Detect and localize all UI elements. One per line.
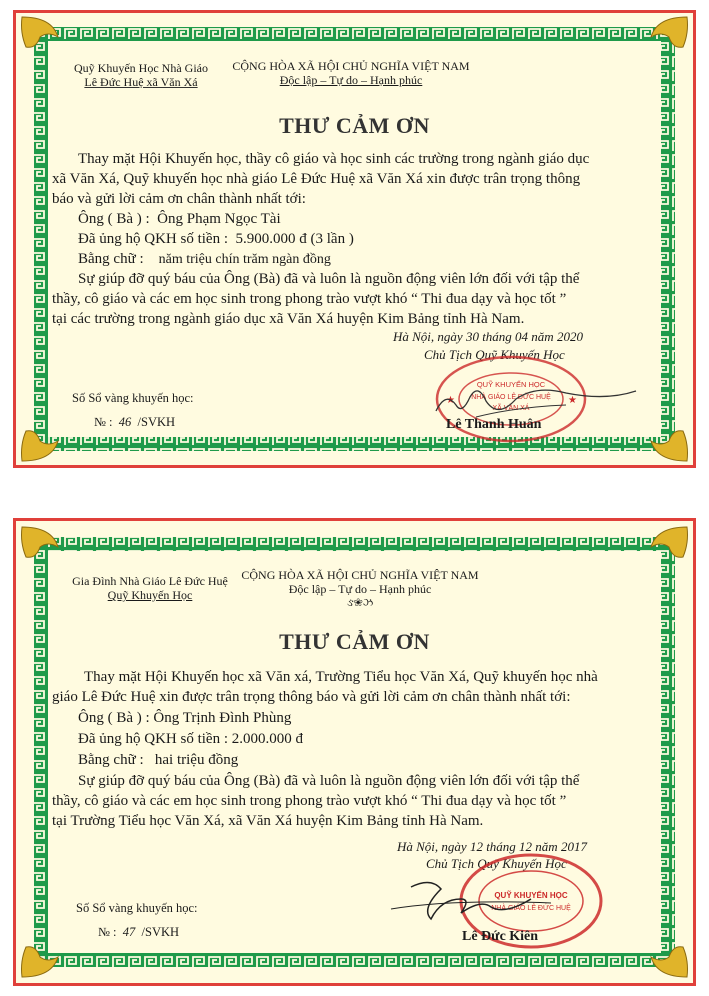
- thank-you-letter-2: [13, 518, 696, 986]
- letter-title: THƯ CẢM ƠN: [279, 629, 430, 654]
- intro-paragraph: Thay mặt Hội Khuyến học xã Văn xá, Trường Tiểu học Văn Xá, Quỹ khuyến học nhà giáo Lê Đức Huệ xin được trân trọng thông báo và gửi lời cảm ơn chân thành nhất tới:: [52, 669, 598, 705]
- amount-words-line: Bằng chữ : năm triệu chín trăm ngàn đồng: [78, 251, 331, 267]
- date-line: Hà Nội, ngày 12 tháng 12 năm 2017: [397, 839, 587, 854]
- book-number: № : 47 /SVKH: [98, 925, 180, 939]
- signer-name: Lê Thanh Huân: [446, 417, 542, 432]
- svg-text:NHÀ GIÁO LÊ ĐỨC HUỆ: NHÀ GIÁO LÊ ĐỨC HUỆ: [471, 394, 551, 401]
- donor-line: Ông ( Bà ) : Ông Phạm Ngọc Tài: [78, 211, 281, 227]
- amount-words: hai triệu đồng: [154, 752, 239, 768]
- amount-line: Đã ủng hộ QKH số tiền : 5.900.000 đ (3 lần ): [78, 231, 354, 247]
- closing-paragraph: Sự giúp đỡ quý báu của Ông (Bà) đã và luôn là nguồn động viên lớn đối với tập thể thầy, cô giáo và các em học sinh trong phong trào vượt khó “ Thi đua dạy và học tốt ” tại Trường Tiểu học Văn Xá, xã Văn Xá huyện Kim Bảng tỉnh Hà Nam.: [52, 773, 580, 829]
- svg-text:NHÀ GIÁO LÊ ĐỨC HUỆ: NHÀ GIÁO LÊ ĐỨC HUỆ: [491, 905, 571, 912]
- amount-value: 2.000.000 đ: [231, 731, 303, 747]
- golden-book-label: Số Sổ vàng khuyến học:: [72, 391, 194, 405]
- date-line: Hà Nội, ngày 30 tháng 04 năm 2020: [393, 329, 583, 344]
- amount-words: năm triệu chín trăm ngàn đồng: [158, 252, 331, 267]
- donor-name: Ông Phạm Ngọc Tài: [157, 211, 281, 227]
- closing-paragraph: Sự giúp đỡ quý báu của Ông (Bà) đã và luôn là nguồn động viên lớn đối với tập thể thầy, cô giáo và các em học sinh trong phong trào vượt khó “ Thi đua dạy và học tốt ” tại các trường trong ngành giáo dục xã Văn Xá huyện Kim Bảng tỉnh Hà Nam.: [52, 271, 580, 327]
- signer-name: Lê Đức Kiên: [462, 929, 539, 944]
- signer-title: Chủ Tịch Quỹ Khuyến Học: [426, 856, 567, 871]
- svg-text:QUỸ KHUYẾN HỌC: QUỸ KHUYẾN HỌC: [494, 891, 568, 900]
- donor-name: Ông Trịnh Đình Phùng: [153, 710, 292, 726]
- amount-words-line: Bằng chữ : hai triệu đồng: [78, 752, 239, 768]
- svg-text:QUỸ KHUYẾN HỌC: QUỸ KHUYẾN HỌC: [476, 380, 546, 389]
- signer-title: Chủ Tịch Quỹ Khuyến Học: [424, 347, 565, 362]
- national-header: CỘNG HÒA XÃ HỘI CHỦ NGHĨA VIỆT NAM Độc lập – Tự do – Hạnh phúc ઙ❀ઝ: [241, 568, 479, 609]
- thank-you-letter-1: [13, 10, 696, 468]
- organization-name: Quỹ Khuyến Học Nhà Giáo Lê Đức Huệ xã Văn Xá: [74, 61, 208, 89]
- donor-line: Ông ( Bà ) : Ông Trịnh Đình Phùng: [78, 710, 292, 726]
- svg-text:★: ★: [446, 395, 455, 406]
- letter-title: THƯ CẢM ƠN: [279, 113, 430, 138]
- ornament-divider: ઙ❀ઝ: [346, 597, 374, 609]
- svg-text:XÃ VĂN XÁ: XÃ VĂN XÁ: [492, 405, 530, 412]
- book-number: № : 46 /SVKH: [94, 415, 176, 429]
- svg-text:★: ★: [568, 395, 577, 406]
- golden-book-label: Số Sổ vàng khuyến học:: [76, 901, 198, 915]
- intro-paragraph: Thay mặt Hội Khuyến học, thầy cô giáo và học sinh các trường trong ngành giáo dục xã Văn Xá, Quỹ khuyến học nhà giáo Lê Đức Huệ xã Văn Xá xin được trân trọng thông báo và gửi lời cảm ơn chân thành nhất tới:: [52, 151, 590, 207]
- amount-value: 5.900.000 đ (3 lần ): [235, 231, 354, 247]
- organization-name: Gia Đình Nhà Giáo Lê Đức Huệ Quỹ Khuyến Học: [72, 574, 228, 602]
- handwritten-signature: [381, 867, 561, 923]
- national-header: CỘNG HÒA XÃ HỘI CHỦ NGHĨA VIỆT NAM Độc lập – Tự do – Hạnh phúc: [232, 59, 470, 87]
- amount-line: Đã ủng hộ QKH số tiền : 2.000.000 đ: [78, 731, 303, 747]
